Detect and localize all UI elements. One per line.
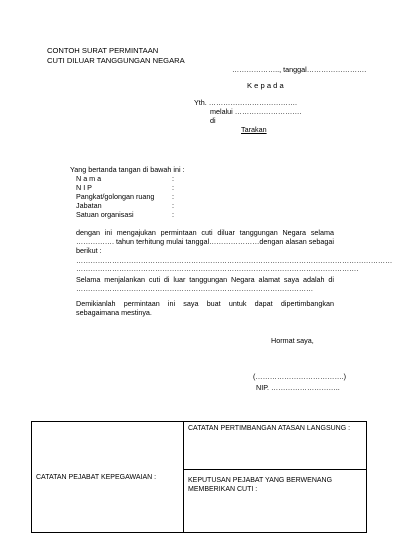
- letter-title: [47, 46, 185, 66]
- request-paragraph: dengan ini mengajukan permintaan cuti diluar tanggungan Negara selama ……………. tahun terhitung mulai tanggal…………………dengan alasan sebagai berikut :: [76, 228, 334, 256]
- field-colon: :: [172, 183, 174, 192]
- field-nama: [76, 175, 276, 184]
- field-satuan: [76, 211, 276, 220]
- pejabat-kepegawaian-cell: [32, 422, 184, 533]
- intro-line: Yang bertanda tangan di bawah ini :: [70, 165, 185, 174]
- place-date-line: ……………….., tanggal…………………….: [232, 65, 367, 74]
- field-label: Pangkat/golongan ruang: [76, 192, 155, 201]
- field-label: Satuan organisasi: [76, 210, 134, 219]
- yth-line: Yth. ……………………………….: [194, 98, 298, 107]
- atasan-langsung-label: CATATAN PERTIMBANGAN ATASAN LANGSUNG :: [188, 425, 351, 432]
- field-colon: :: [172, 210, 174, 219]
- closing-salutation: Hormat saya,: [271, 336, 314, 345]
- field-colon: :: [172, 192, 174, 201]
- signature-name-line: (……………………………….): [253, 372, 347, 381]
- field-label: N I P: [76, 183, 92, 192]
- melalui-line: melalui ……………………….: [210, 107, 302, 116]
- field-label: Jabatan: [76, 201, 102, 210]
- field-colon: :: [172, 201, 174, 210]
- field-colon: :: [172, 174, 174, 183]
- pejabat-kepegawaian-label: CATATAN PEJABAT KEPEGAWAIAN :: [36, 473, 157, 481]
- field-pangkat: [76, 193, 276, 202]
- address-paragraph: Selama menjalankan cuti di luar tanggungan Negara alamat saya adalah di ………………………………………………………………………………………: [76, 275, 334, 294]
- reason-dots-line-2: ……………………………………………………………………………………………………….: [76, 264, 359, 273]
- approval-table: [31, 421, 367, 533]
- title-line-2: CUTI DILUAR TANGGUNGAN NEGARA: [47, 56, 185, 65]
- di-label: di: [210, 116, 216, 125]
- field-label: N a m a: [76, 174, 102, 183]
- recipient-city: Tarakan: [241, 125, 267, 134]
- keputusan-pejabat-label: KEPUTUSAN PEJABAT YANG BERWENANG MEMBERIKAN CUTI :: [188, 477, 333, 493]
- signature-nip-line: NIP. ………………………..: [256, 383, 340, 392]
- closing-paragraph: Demikianlah permintaan ini saya buat untuk dapat dipertimbangkan sebagaimana mestinya.: [76, 299, 334, 318]
- kepada-label: K e p a d a: [247, 81, 284, 90]
- reason-dots-line-1: ……………………………………………………………………………………………………………………: [76, 256, 393, 265]
- keputusan-pejabat-cell: [184, 470, 367, 533]
- title-line-1: CONTOH SURAT PERMINTAAN: [47, 46, 159, 55]
- atasan-langsung-cell: [184, 422, 367, 470]
